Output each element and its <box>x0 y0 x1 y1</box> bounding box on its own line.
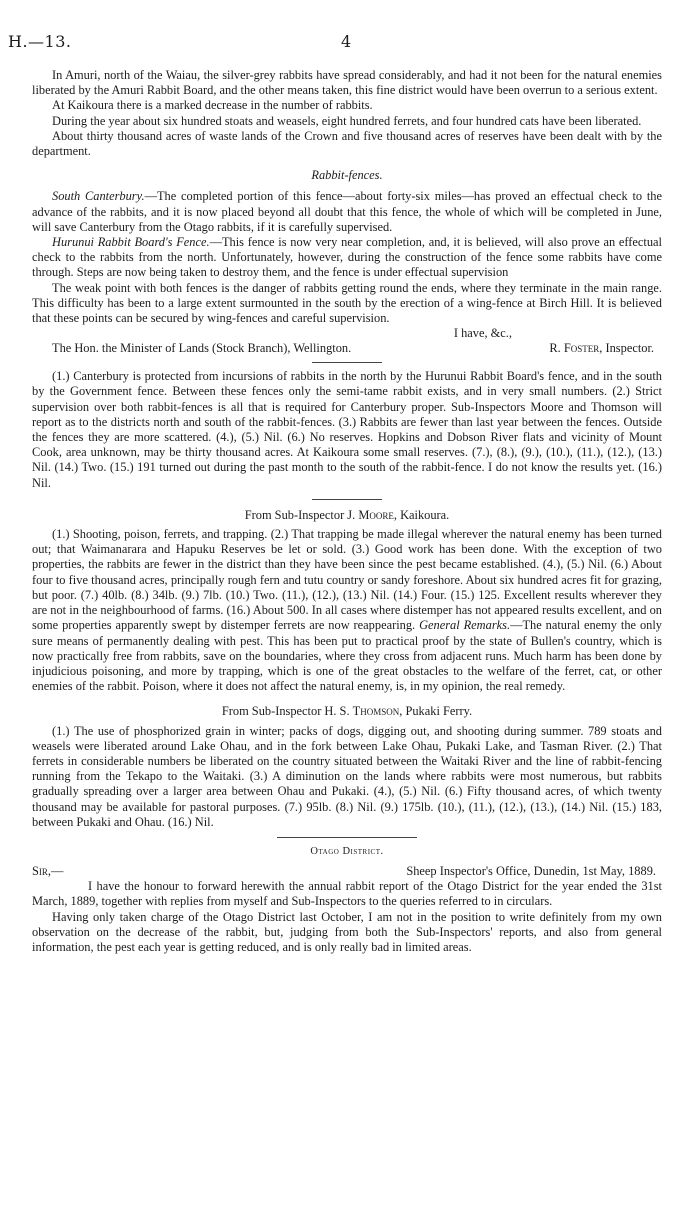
thomson-report: (1.) The use of phosphorized grain in winter; packs of dogs, digging out, and shooting during summer. 789 stoats and weasels were liberated around Lake Ohau, and in the fork between Lake Ohau, Pukaki Lake, and Tasman River. (2.) That ferrets in considerable numbers be liberated on the country situated between the Waitaki River and the line of rabbit-fencing running from the Tekapo to the Waitaki. (3.) A diminution on the lands where rabbits were most numerous, but rabbits gradually spreading over a larger area between Ohau and Pukaki. (4.), (5.) Nil. (6.) Fifty thousand acres, of which twenty thousand may be available for pastoral purposes. (7.) 95lb. (8.) Nil. (9.) 175lb. (10.), (11.), (12.), (13.), (14.) Nil. (15.) 183, between Pukaki and Ohau. (16.) Nil. <box>32 723 662 829</box>
hurunui-text: —This fence is now very near completion, and, it is believed, will also prove an effectual check to the rabbits from the north. Unfortunately, however, during the construction of the fence some rabbits have come through. Steps are now being taken to destroy them, and the fence is under effectual supervision <box>32 235 662 280</box>
weak-point-paragraph: The weak point with both fences is the danger of rabbits getting round the ends, where they terminate in the main range. This difficulty has been to a large extent surmounted in the south by the erection of a wing-fence at Birch Hill. It is believed that these points can be secured by wing-fences and careful supervision. <box>32 280 662 326</box>
south-canterbury-text: —The completed portion of this fence—about forty-six miles—has proved an effectual check to the advance of the rabbits, and it is now placed beyond all doubt that this fence, the whole of which will be completed in June, will save Canterbury from the Otago rabbits, if it is carefully supervised. <box>32 189 662 234</box>
moore-report-text: (1.) Shooting, poison, ferrets, and trapping. (2.) That trapping be made illegal wherever the natural enemy has been turned out; that Waimanarara and Hapuku Reserves be let or sold. (3.) Good work has been done. With the exception of two properties, the rabbits are fewer in the district than they have been since the pest became established. (4.), (5.) Nil. (6.) About four to five thousand acres, principally rough fern and tutu country or sandy foreshore. About six hundred acres fit for grazing, but poor. (7.) 40lb. (8.) 34lb. (9.) 7lb. (10.) Two. (11.), (12.), (13.) Nil. (14.) Four. (15.) 125. Excellent results wherever they are not in the neighbourhood of farms. (16.) About 500. In all cases where distemper has not appeared results excellent, and on some properties apparently swept by distemper ferrets are now reappearing. <box>32 527 662 633</box>
otago-paragraph-1: I have the honour to forward herewith the annual rabbit report of the Otago District for the year ended the 31st March, 1889, together with replies from myself and Sub-Inspectors to the queries referred to in circulars. <box>32 879 662 909</box>
thomson-heading-place: Pukaki Ferry. <box>405 704 473 719</box>
moore-heading-place: Kaikoura. <box>400 507 450 522</box>
signature-row <box>32 341 662 356</box>
moore-report <box>32 527 662 694</box>
section-divider <box>312 362 382 363</box>
otago-paragraph-2: Having only taken charge of the Otago District last October, I am not in the position to write definitely from my own observation on the decrease of the rabbit, but, judging from both the Sub-Inspectors' reports, and also from general information, the pest each year is getting reduced, and is only really bad in limited areas. <box>32 909 662 954</box>
moore-heading-prefix: From Sub-Inspector J. <box>244 507 356 522</box>
canterbury-replies: (1.) Canterbury is protected from incursions of rabbits in the north by the Hurunui Rabbit Board's fence, and in the south by the Government fence. Between these fences only the semi-tame rabbit exists, and in very small numbers. (2.) Strict supervision over both rabbit-fences is all that is required for Canterbury proper. Sub-Inspectors Moore and Thomson will report as to the districts north and south of the rabbit-fences. (3.) Rabbits are fewer than last year between the fences. Outside the fences they are more scattered. (4.), (5.) Nil. (6.) No reserves. Hopkins and Dobson River flats and vicinity of Mount Cook, area unknown, may be thirty thousand acres. At Kaikoura some small reserves. (7.), (8.), (9.), (10.), (11.), (12.), (13.) Nil. (14.) Two. (15.) 191 turned out during the past month to the south of the rabbit-fence. I do not know the results yet. (16.) Nil. <box>32 369 662 490</box>
office-date: Sheep Inspector's Office, Dunedin, 1st May, 1889. <box>406 864 656 879</box>
hurunui-label: Hurunui Rabbit Board's Fence. <box>52 235 210 250</box>
moore-heading-name: Moore, <box>358 507 397 522</box>
amuri-paragraph: In Amuri, north of the Waiau, the silver-grey rabbits have spread considerably, and had it not been for the natural enemies liberated by the Amuri Rabbit Board, and the other means taken, this fine district would have been overrun to a serious extent. <box>32 68 662 98</box>
waste-lands-paragraph: About thirty thousand acres of waste lands of the Crown and five thousand acres of reserves have been dealt with by the department. <box>32 128 662 159</box>
thomson-heading-name: Thomson, <box>352 704 403 719</box>
rabbit-fences-heading: Rabbit-fences. <box>311 168 383 183</box>
thomson-heading <box>32 704 662 719</box>
hurunui-paragraph <box>32 235 662 281</box>
otago-district-heading: Otago District. <box>310 845 384 857</box>
south-canterbury-label: South Canterbury. <box>52 189 145 204</box>
section-divider <box>312 499 382 500</box>
district-divider <box>277 837 417 838</box>
south-canterbury-paragraph <box>32 189 662 235</box>
report-reference: H.—13. <box>8 32 72 51</box>
page-number: 4 <box>341 32 352 51</box>
closing-row <box>32 326 662 341</box>
salutation: Sir,— <box>32 864 64 879</box>
kaikoura-paragraph: At Kaikoura there is a marked decrease in the number of rabbits. <box>52 98 373 113</box>
liberated-paragraph: During the year about six hundred stoats and weasels, eight hundred ferrets, and four hundred cats have been liberated. <box>52 113 642 128</box>
salutation-row <box>32 864 662 879</box>
moore-heading <box>32 508 662 523</box>
signature-name: R. Foster, <box>549 341 603 356</box>
general-remarks-text: —The natural enemy the only sure means of permanently dealing with pest. This has been put to practical proof by the state of Bullen's country, which is now practically free from rabbits, save on the boundaries, where they cross from adjacent runs. Much harm has been done by injudicious poisoning, and more by trapping, which is one of the great obstacles to the welfare of the ferret, cat, or other enemies of the rabbit. Poison, where it does not affect the natural enemy, is, in my opinion, the real remedy. <box>32 618 663 694</box>
closing-text: I have, &c., <box>453 326 512 341</box>
addressee: The Hon. the Minister of Lands (Stock Branch), Wellington. <box>52 341 352 356</box>
signature-title: Inspector. <box>605 341 654 356</box>
signature <box>549 341 654 356</box>
general-remarks-label: General Remarks. <box>419 618 511 633</box>
thomson-heading-prefix: From Sub-Inspector H. S. <box>221 704 350 719</box>
report-body <box>32 68 662 955</box>
